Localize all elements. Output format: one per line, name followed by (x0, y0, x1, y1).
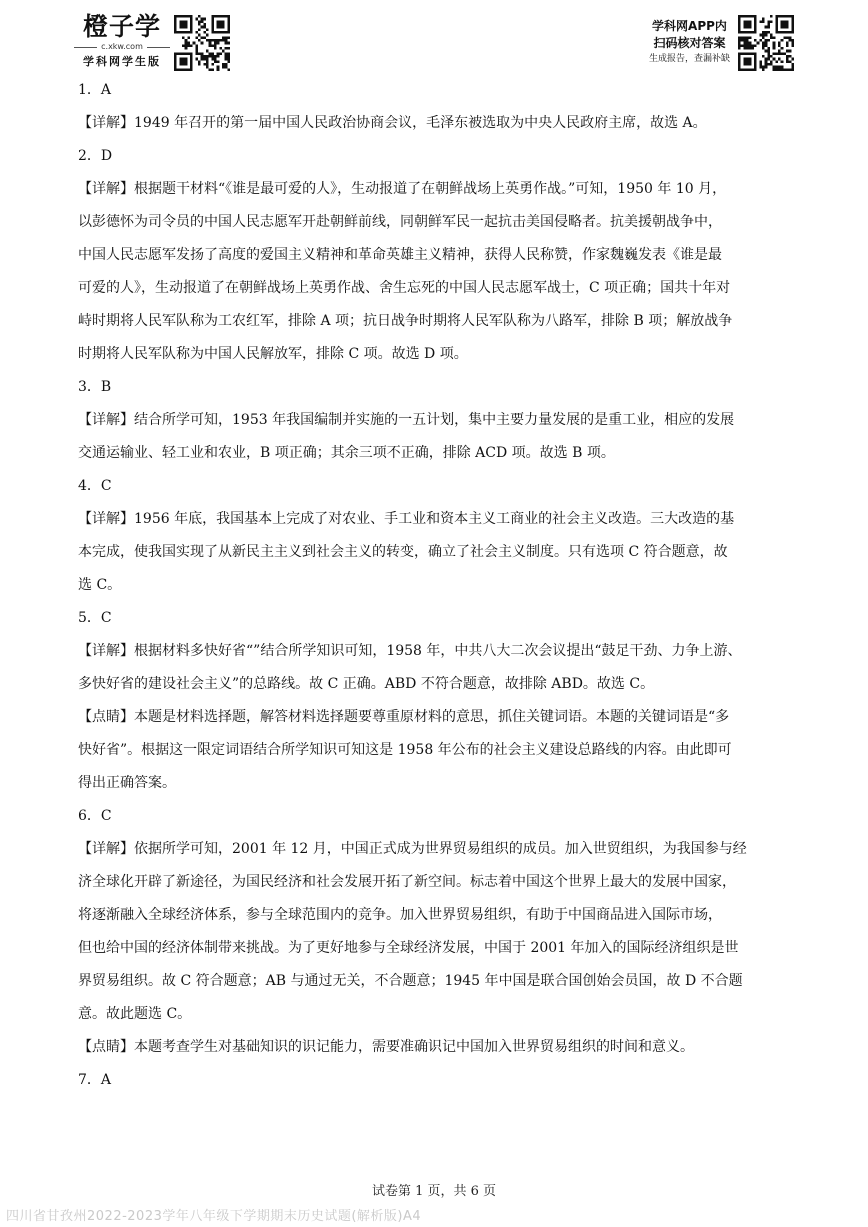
content-line: 【详解】1956 年底，我国基本上完成了对农业、手工业和资本主义工商业的社会主义改造。三大改造的基 (78, 511, 735, 527)
content-line: 7．A (78, 1072, 112, 1088)
answer-content (78, 74, 798, 1097)
content-line: 界贸易组织。故 C 符合题意；AB 与通过无关，不合题意；1945 年中国是联合国创始会员国，故 D 不合题 (78, 973, 743, 989)
content-line: 4．C (78, 478, 112, 494)
page-footer: 试卷第 1 页，共 6 页 (371, 1184, 497, 1199)
promo-line-3: 生成报告，查漏补缺 (648, 54, 730, 64)
content-line: 快好省”。根据这一限定词语结合所学知识可知这是 1958 年公布的社会主义建设总路线的内容。由此即可 (78, 742, 732, 758)
content-line: 多快好省的建设社会主义”的总路线。故 C 正确。ABD 不符合题意，故排除 ABD。故选 C。 (78, 676, 655, 692)
content-line: 5．C (78, 610, 112, 626)
content-line: 本完成，使我国实现了从新民主主义到社会主义的转变，确立了社会主义制度。只有选项 C 符合题意，故 (78, 544, 728, 560)
qr-code-left-icon[interactable] (174, 15, 230, 71)
promo-line-1: 学科网APP内 (652, 19, 727, 33)
promo-line-2: 扫码核对答案 (653, 36, 726, 50)
content-line: 6．C (78, 808, 112, 824)
content-line: 将逐渐融入全球经济体系，参与全球范围内的竞争。加入世界贸易组织，有助于中国商品进入国际市场， (78, 907, 722, 923)
logo-title: 橙子学 (82, 12, 161, 41)
logo-subtitle: 学科网学生版 (83, 55, 161, 68)
content-line: 3．B (78, 379, 112, 395)
content-line: 峙时期将人民军队称为工农红军，排除 A 项；抗日战争时期将人民军队称为八路军，排除 B 项；解放战争 (78, 313, 733, 329)
content-line: 【点睛】本题是材料选择题，解答材料选择题要尊重原材料的意思，抓住关键词语。本题的关键词语是“多 (78, 709, 730, 725)
content-line: 得出正确答案。 (78, 775, 176, 791)
content-line: 【详解】根据题干材料“《谁是最可爱的人》，生动报道了在朝鲜战场上英勇作战。”可知，1950 年 10 月， (78, 181, 727, 197)
document-title-watermark: 四川省甘孜州2022-2023学年八年级下学期期末历史试题(解析版)A4 (6, 1209, 422, 1224)
logo-url: c.xkw.com (74, 42, 170, 52)
content-line: 选 C。 (78, 577, 122, 593)
content-line: 时期将人民军队称为中国人民解放军，排除 C 项。故选 D 项。 (78, 346, 468, 362)
content-line: 【详解】依据所学可知，2001 年 12 月，中国正式成为世界贸易组织的成员。加入世贸组织，为我国参与经 (78, 841, 747, 857)
content-line: 中国人民志愿军发扬了高度的爱国主义精神和革命英雄主义精神，获得人民称赞，作家魏巍发表《谁是最 (78, 247, 722, 263)
content-line: 【详解】1949 年召开的第一届中国人民政治协商会议，毛泽东被选取为中央人民政府主席，故选 A。 (78, 115, 707, 131)
content-line: 意。故此题选 C。 (78, 1006, 192, 1022)
content-line: 2．D (78, 148, 113, 164)
app-promo (649, 18, 730, 66)
content-line: 【详解】结合所学可知，1953 年我国编制并实施的一五计划，集中主要力量发展的是重工业，相应的发展 (78, 412, 735, 428)
qr-code-right-icon[interactable] (738, 15, 794, 71)
brand-logo[interactable] (74, 12, 170, 69)
content-line: 【详解】根据材料多快好省“”结合所学知识可知，1958 年，中共八大二次会议提出“鼓足干劲、力争上游、 (78, 643, 742, 659)
content-line: 但也给中国的经济体制带来挑战。为了更好地参与全球经济发展，中国于 2001 年加入的国际经济组织是世 (78, 940, 739, 956)
content-line: 可爱的人》，生动报道了在朝鲜战场上英勇作战、舍生忘死的中国人民志愿军战士，C 项正确；国共十年对 (78, 280, 731, 296)
content-line: 1．A (78, 82, 112, 98)
content-line: 以彭德怀为司令员的中国人民志愿军开赴朝鲜前线，同朝鲜军民一起抗击美国侵略者。抗美援朝战争中， (78, 214, 722, 230)
content-line: 交通运输业、轻工业和农业，B 项正确；其余三项不正确，排除 ACD 项。故选 B 项。 (78, 445, 615, 461)
content-line: 济全球化开辟了新途径，为国民经济和社会发展开拓了新空间。标志着中国这个世界上最大的发展中国家， (78, 874, 736, 890)
page-header (0, 0, 868, 78)
content-line: 【点睛】本题考查学生对基础知识的识记能力，需要准确识记中国加入世界贸易组织的时间和意义。 (78, 1039, 694, 1055)
